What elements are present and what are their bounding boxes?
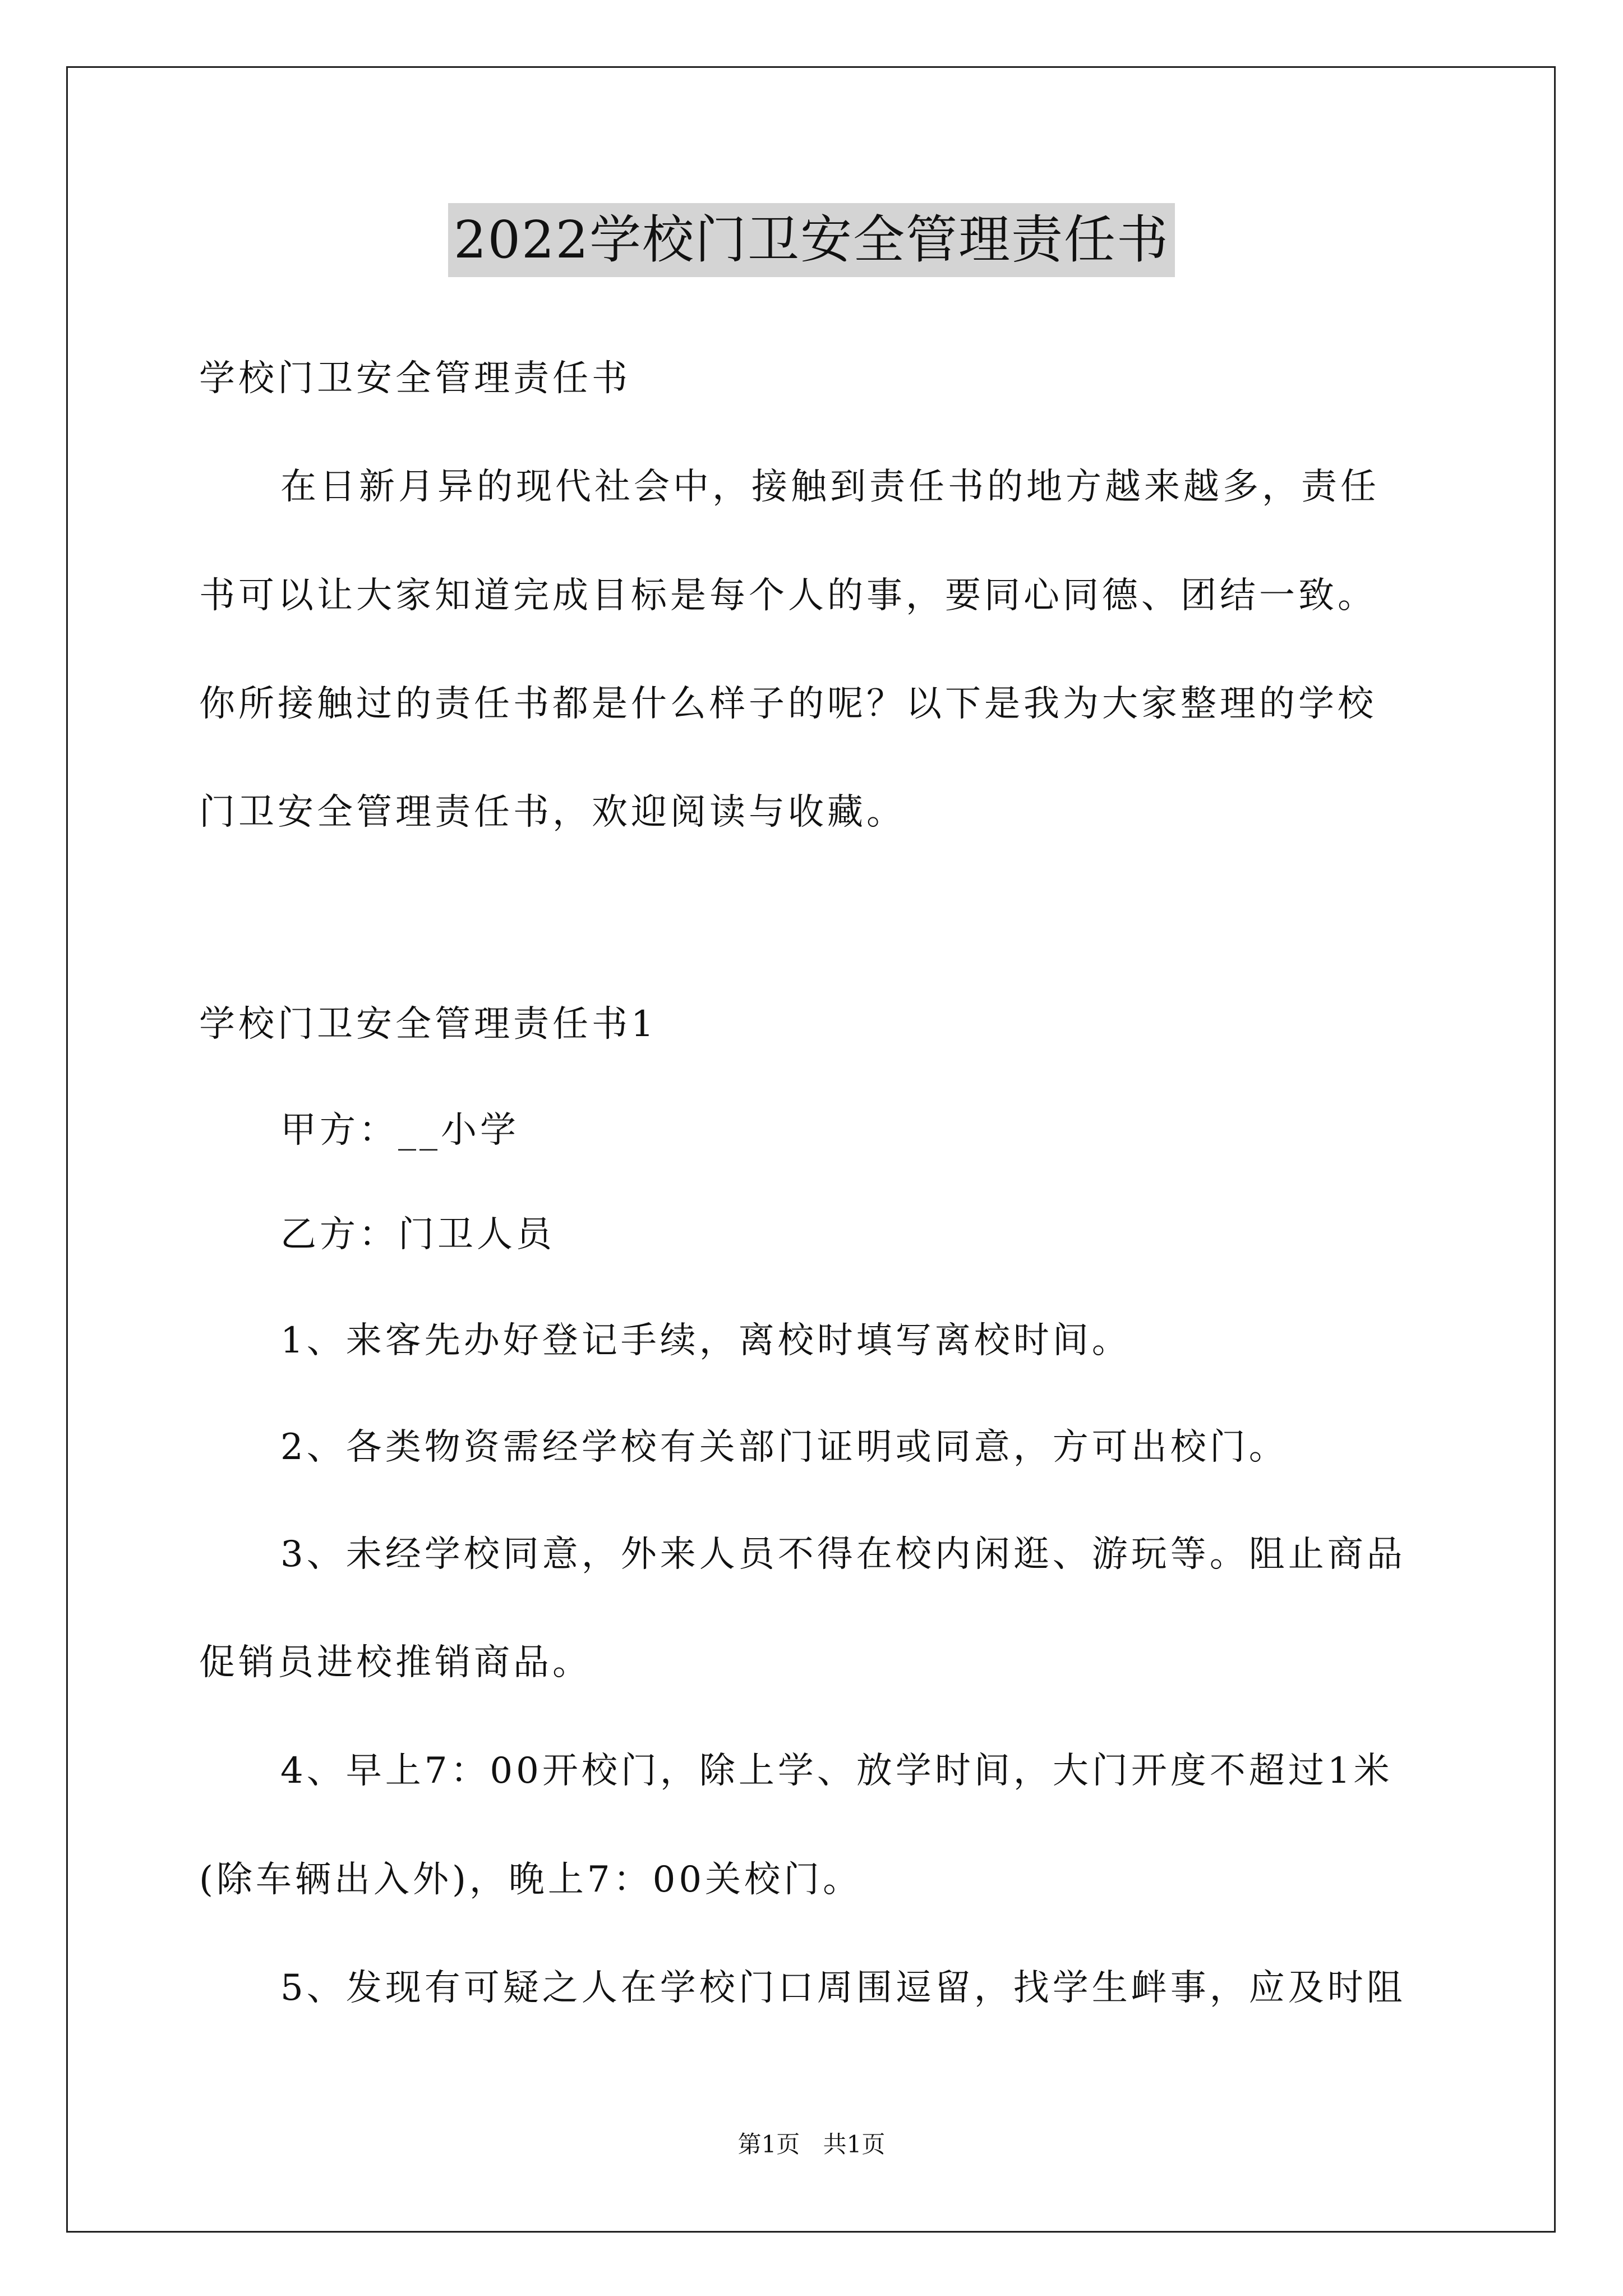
intro-line-4: 门卫安全管理责任书，欢迎阅读与收藏。 [199, 792, 906, 833]
item-2: 2、各类物资需经学校有关部门证明或同意，方可出校门。 [280, 1427, 1288, 1468]
page-footer [0, 2129, 1623, 2160]
page-number-total: 共1页 [823, 2131, 886, 2158]
intro-line-3: 你所接触过的责任书都是什么样子的呢？以下是我为大家整理的学校 [199, 683, 1377, 725]
party-b: 乙方：门卫人员 [280, 1214, 555, 1255]
document-title: 2022学校门卫安全管理责任书 [448, 203, 1175, 277]
section-heading: 学校门卫安全管理责任书1 [199, 1004, 657, 1045]
item-4-line-1: 4、早上7：00开校门，除上学、放学时间，大门开度不超过1米 [280, 1750, 1393, 1792]
item-3-line-2: 促销员进校推销商品。 [199, 1642, 592, 1683]
item-4-line-2: (除车辆出入外)，晚上7：00关校门。 [199, 1859, 863, 1901]
document-subtitle: 学校门卫安全管理责任书 [199, 358, 631, 399]
intro-line-1: 在日新月异的现代社会中，接触到责任书的地方越来越多，责任 [280, 466, 1380, 508]
item-3-line-1: 3、未经学校同意，外来人员不得在校内闲逛、游玩等。阻止商品 [280, 1534, 1406, 1575]
intro-line-2: 书可以让大家知道完成目标是每个人的事，要同心同德、团结一致。 [199, 575, 1377, 616]
title-container [0, 203, 1623, 277]
item-1: 1、来客先办好登记手续，离校时填写离校时间。 [280, 1320, 1131, 1361]
party-a: 甲方：__小学 [280, 1110, 519, 1151]
page-number-current: 第1页 [737, 2131, 800, 2158]
item-5-line-1: 5、发现有可疑之人在学校门口周围逗留，找学生衅事，应及时阻 [280, 1967, 1406, 2009]
